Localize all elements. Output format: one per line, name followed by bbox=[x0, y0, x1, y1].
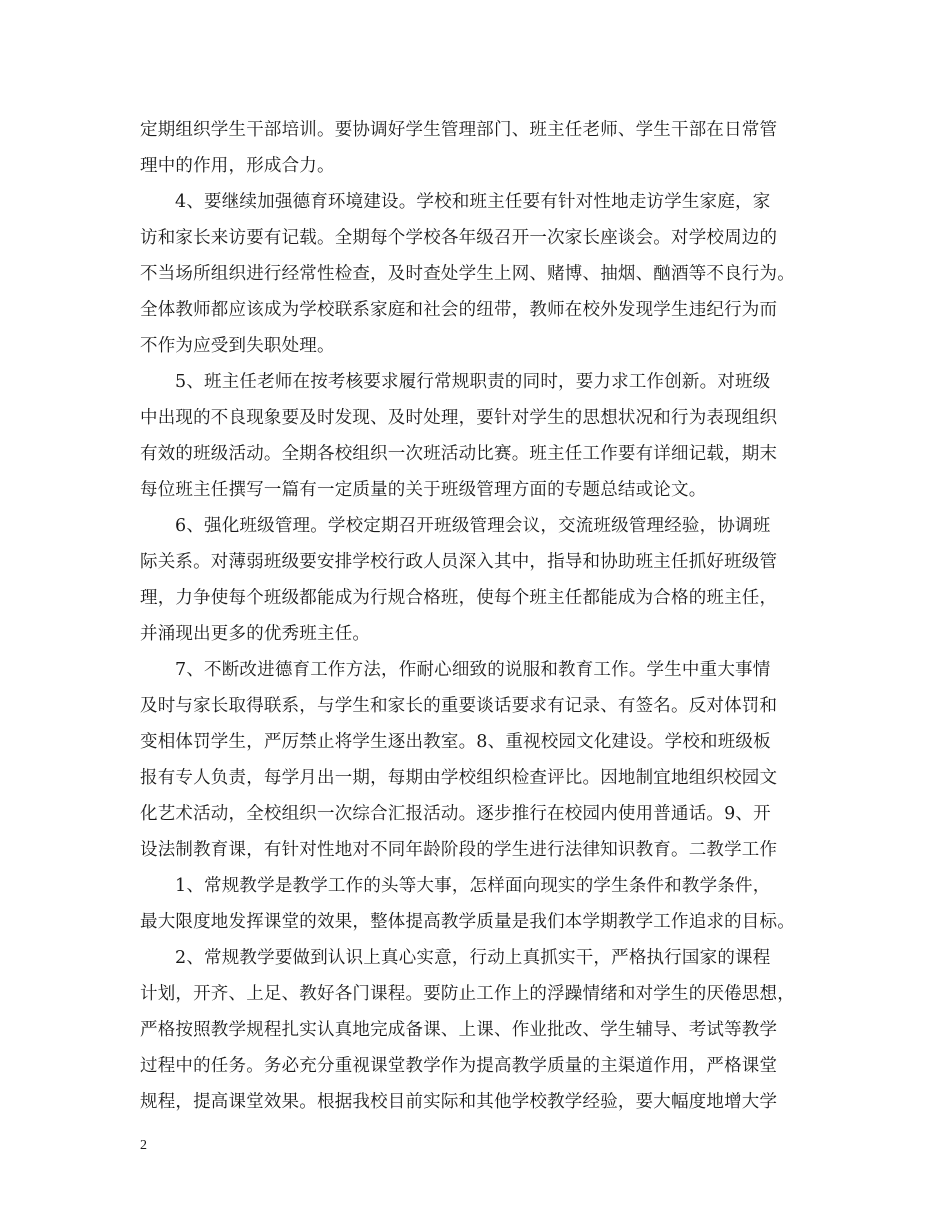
text-line: 过程中的任务。务必充分重视课堂教学作为提高教学质量的主渠道作用，严格课堂 bbox=[140, 1056, 778, 1076]
text-line: 中出现的不良现象要及时发现、及时处理，要针对学生的思想状况和行为表现组织 bbox=[140, 408, 778, 428]
text-line: 定期组织学生干部培训。要协调好学生管理部门、班主任老师、学生干部在日常管 bbox=[140, 120, 778, 140]
paragraph-start-line: 1、常规教学是教学工作的头等大事，怎样面向现实的学生条件和教学条件， bbox=[175, 876, 771, 896]
text-line: 设法制教育课，有针对性地对不同年龄阶段的学生进行法律知识教育。二教学工作 bbox=[140, 840, 778, 860]
text-line: 计划，开齐、上足、教好各门课程。要防止工作上的浮躁情绪和对学生的厌倦思想， bbox=[140, 984, 795, 1004]
paragraph-start-line: 2、常规教学要做到认识上真心实意，行动上真抓实干，严格执行国家的课程 bbox=[175, 948, 771, 968]
document-body bbox=[140, 112, 830, 1120]
text-line: 访和家长来访要有记载。全期每个学校各年级召开一次家长座谈会。对学校周边的 bbox=[140, 228, 778, 248]
paragraph-start-line: 4、要继续加强德育环境建设。学校和班主任要有针对性地走访学生家庭，家 bbox=[175, 192, 771, 212]
text-line: 及时与家长取得联系，与学生和家长的重要谈话要求有记录、有签名。反对体罚和 bbox=[140, 696, 778, 716]
paragraph-start-line: 7、不断改进德育工作方法，作耐心细致的说服和教育工作。学生中重大事情 bbox=[175, 660, 771, 680]
text-line: 每位班主任撰写一篇有一定质量的关于班级管理方面的专题总结或论文。 bbox=[140, 480, 707, 500]
text-line: 理，力争使每个班级都能成为行规合格班，使每个班主任都能成为合格的班主任， bbox=[140, 588, 778, 608]
page-number: 2 bbox=[140, 1138, 147, 1153]
text-line: 理中的作用，形成合力。 bbox=[140, 156, 335, 176]
paragraph-start-line: 5、班主任老师在按考核要求履行常规职责的同时，要力求工作创新。对班级 bbox=[175, 372, 771, 392]
text-line: 化艺术活动，全校组织一次综合汇报活动。逐步推行在校园内使用普通话。9、开 bbox=[140, 804, 771, 824]
text-line: 严格按照教学规程扎实认真地完成备课、上课、作业批改、学生辅导、考试等教学 bbox=[140, 1020, 778, 1040]
text-line: 全体教师都应该成为学校联系家庭和社会的纽带，教师在校外发现学生违纪行为而 bbox=[140, 300, 778, 320]
text-line: 不作为应受到失职处理。 bbox=[140, 336, 335, 356]
paragraph-start-line: 6、强化班级管理。学校定期召开班级管理会议，交流班级管理经验，协调班 bbox=[175, 516, 771, 536]
text-line: 变相体罚学生，严厉禁止将学生逐出教室。8、重视校园文化建设。学校和班级板 bbox=[140, 732, 771, 752]
text-line: 有效的班级活动。全期各校组织一次班活动比赛。班主任工作要有详细记载，期末 bbox=[140, 444, 778, 464]
text-line: 际关系。对薄弱班级要安排学校行政人员深入其中，指导和协助班主任抓好班级管 bbox=[140, 552, 778, 572]
text-line: 最大限度地发挥课堂的效果，整体提高教学质量是我们本学期教学工作追求的目标。 bbox=[140, 912, 795, 932]
text-line: 并涌现出更多的优秀班主任。 bbox=[140, 624, 371, 644]
text-line: 报有专人负责，每学月出一期，每期由学校组织检查评比。因地制宜地组织校园文 bbox=[140, 768, 778, 788]
text-line: 规程，提高课堂效果。根据我校目前实际和其他学校教学经验，要大幅度地增大学 bbox=[140, 1092, 778, 1112]
text-line: 不当场所组织进行经常性检查，及时查处学生上网、赌博、抽烟、酗酒等不良行为。 bbox=[140, 264, 795, 284]
